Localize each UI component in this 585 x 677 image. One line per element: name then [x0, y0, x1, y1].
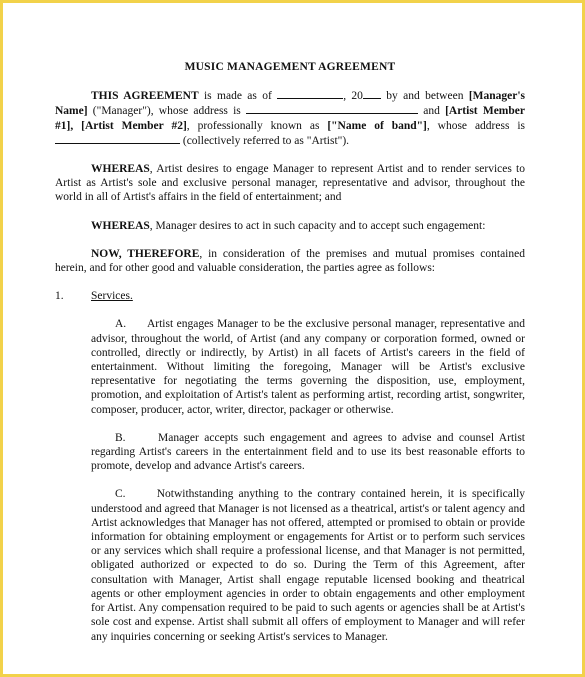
- year-blank[interactable]: [363, 88, 381, 99]
- intro-paragraph: THIS AGREEMENT is made as of , 20 by and between [Manager's Name] ("Manager"), whose address is and [Artist Member #1], [Artist Member #2], professionally known as ["Name of band"], whose address is (collectively referred to as "Artist").: [55, 90, 526, 147]
- artist-members-placeholder: [Artist Member #1], [Artist Member #2]: [55, 105, 525, 132]
- clause-b: B. Manager accepts such engagement and agrees to advise and counsel Artist regarding Artist's careers in the entertainment field and to use its best reasonable efforts to promote, develop and advance Artist's careers.: [91, 431, 526, 473]
- manager-name-placeholder: [Manager's Name]: [55, 90, 526, 118]
- document-page: [3, 3, 582, 674]
- clause-a: A. Artist engages Manager to be the exclusive personal manager, representative and advisor, throughout the world, of Artist (and any company or corporation formed, owned or controlled, directly or indirectly, by Artist) in all facets of Artist's careers in the field of entertainment. Without limiting the foregoing, Manager will be Artist's exclusive representative for negotiating the terms governing the disposition, use, employment, promotion, and exploitation of Artist's talent as performing artist, recording artist, songwriter, composer, producer, actor, writer, director, packager or otherwise.: [91, 318, 525, 416]
- band-name-placeholder: ["Name of band"]: [327, 119, 427, 132]
- whereas-paragraph-1: WHEREAS, Artist desires to engage Manager to represent Artist and to render services to Artist as Artist's sole and exclusive personal manager, representative and advisor, throughout the world in all of Artist's affairs in the field of entertainment; and: [55, 163, 525, 204]
- agreement-body: [55, 60, 525, 658]
- whereas-paragraph-2: WHEREAS, Manager desires to act in such capacity and to accept such engagement:: [91, 219, 486, 232]
- now-therefore-paragraph: NOW, THEREFORE, in consideration of the premises and mutual promises contained herein, and for other good and valuable consideration, the parties agree as follows:: [55, 247, 525, 275]
- artist-address-blank[interactable]: [55, 133, 180, 144]
- document-title: MUSIC MANAGEMENT AGREEMENT: [184, 61, 396, 73]
- manager-address-blank[interactable]: [246, 103, 418, 114]
- section-1-heading: 1. Services.: [55, 290, 133, 303]
- date-blank[interactable]: [277, 88, 343, 99]
- clause-c: C. Notwithstanding anything to the contrary contained herein, it is specifically understood and agreed that Manager is not licensed as a theatrical, artist's or talent agency and Artist acknowledges that Manager has not offered, attempted or promised to obtain or provide information for obtaining employment or engagements for Artist or to perform such services or any services which shall require a professional license, and that Manager is not permitted, obligated authorized or expected to do so. During the Term of this Agreement, after consultation with Manager, Artist shall engage reputable licensed booking and theatrical agents or other employment agencies in order to obtain engagements and other employment for Artist. Any compensation required to be paid to such agents or agencies shall be at Artist's sole cost and expense. Artist shall submit all offers of employment to Manager and will refer any inquiries concerning or seeking Artist's services to Manager.: [91, 488, 526, 643]
- intro-lead: THIS AGREEMENT: [91, 90, 199, 103]
